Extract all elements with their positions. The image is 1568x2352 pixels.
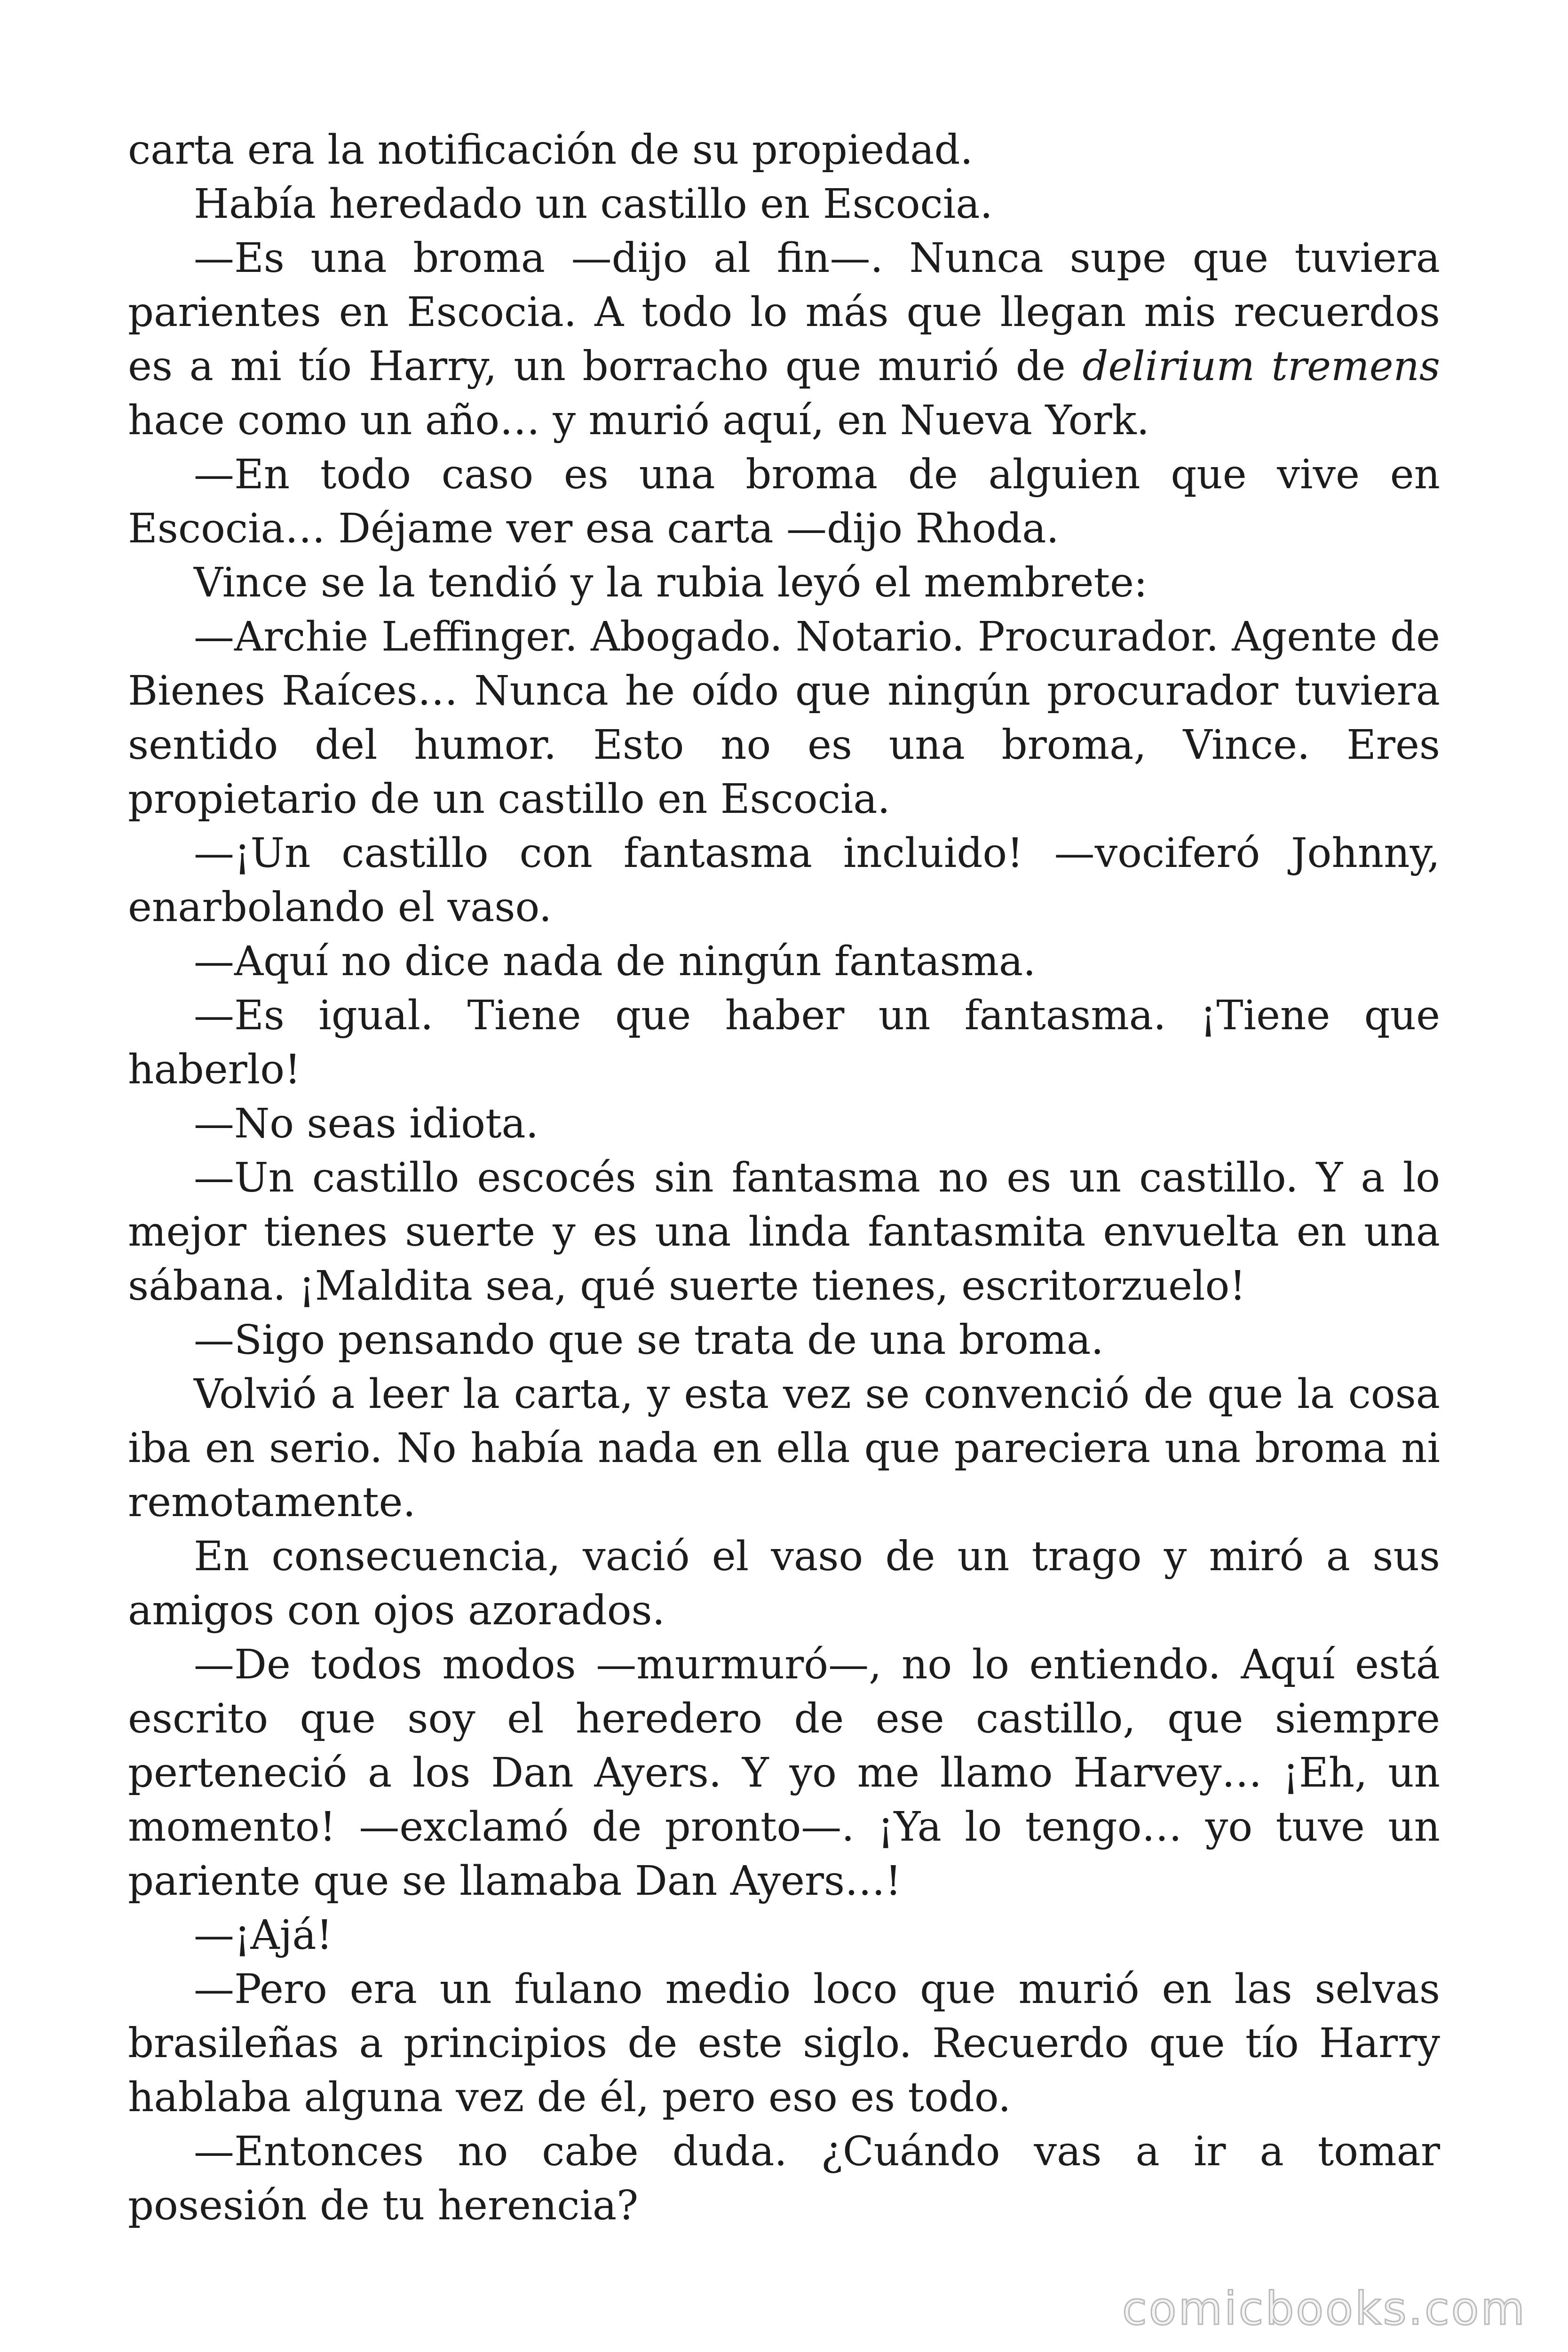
paragraph: [128, 1530, 1440, 1638]
text-segment: —De todos modos —murmuró—, no lo entiendo. Aquí está escrito que soy el heredero de ese castillo, que siempre perteneció a los Dan Ayers. Y yo me llamo Harvey… ¡Eh, un momento! —exclamó de pronto—. ¡Ya lo tengo… yo tuve un pariente que se llamaba Dan Ayers…!: [128, 1641, 1440, 1905]
text-segment: hace como un año… y murió aquí, en Nueva York.: [128, 397, 1150, 444]
watermark: comicbooks.com: [1122, 2282, 1527, 2335]
paragraph: [128, 826, 1440, 935]
text-segment: Volvió a leer la carta, y esta vez se convenció de que la cosa iba en serio. No había nada en ella que pareciera una broma ni remotamente.: [128, 1371, 1440, 1526]
paragraph: [128, 610, 1440, 826]
text-segment: —En todo caso es una broma de alguien que vive en Escocia… Déjame ver esa carta —dijo Rhoda.: [128, 451, 1440, 552]
text-body: [128, 123, 1440, 2233]
paragraph: [128, 556, 1440, 610]
italic-text: delirium tremens: [1082, 343, 1441, 390]
text-segment: —¡Ajá!: [194, 1912, 333, 1959]
paragraph: [128, 2125, 1440, 2233]
text-segment: —Archie Leffinger. Abogado. Notario. Procurador. Agente de Bienes Raíces… Nunca he oído que ningún procurador tuviera sentido del humor. Esto no es una broma, Vince. Eres propietario de un castillo en Escocia.: [128, 613, 1440, 823]
text-segment: —No seas idiota.: [194, 1100, 539, 1147]
paragraph: [128, 1908, 1440, 1963]
text-segment: —Entonces no cabe duda. ¿Cuándo vas a ir a tomar posesión de tu herencia?: [128, 2128, 1440, 2229]
text-segment: Vince se la tendió y la rubia leyó el membrete:: [194, 559, 1148, 606]
paragraph: [128, 1313, 1440, 1367]
paragraph: [128, 448, 1440, 556]
paragraph: [128, 1151, 1440, 1313]
text-segment: Había heredado un castillo en Escocia.: [194, 181, 993, 228]
paragraph: [128, 1367, 1440, 1530]
text-segment: —Sigo pensando que se trata de una broma.: [194, 1317, 1104, 1364]
text-segment: carta era la notificación de su propiedad.: [128, 127, 973, 174]
text-segment: —Aquí no dice nada de ningún fantasma.: [194, 938, 1036, 985]
text-segment: —Pero era un fulano medio loco que murió en las selvas brasileñas a principios de este siglo. Recuerdo que tío Harry hablaba alguna vez de él, pero eso es todo.: [128, 1966, 1440, 2121]
text-segment: —Un castillo escocés sin fantasma no es un castillo. Y a lo mejor tienes suerte y es una linda fantasmita envuelta en una sábana. ¡Maldita sea, qué suerte tienes, escritorzuelo!: [128, 1154, 1440, 1310]
paragraph: [128, 1638, 1440, 1908]
book-page: [128, 123, 1440, 2233]
paragraph: [128, 935, 1440, 989]
paragraph: [128, 231, 1440, 448]
paragraph: [128, 1963, 1440, 2125]
paragraph: [128, 123, 1440, 177]
paragraph: [128, 177, 1440, 231]
text-segment: En consecuencia, vació el vaso de un trago y miró a sus amigos con ojos azorados.: [128, 1533, 1440, 1634]
text-segment: —Es una broma —dijo al fin—. Nunca supe que tuviera parientes en Escocia. A todo lo más que llegan mis recuerdos es a mi tío Harry, un borracho que murió de: [128, 235, 1440, 390]
text-segment: —Es igual. Tiene que haber un fantasma. ¡Tiene que haberlo!: [128, 992, 1440, 1093]
paragraph: [128, 989, 1440, 1097]
text-segment: —¡Un castillo con fantasma incluido! —vociferó Johnny, enarbolando el vaso.: [128, 830, 1440, 931]
paragraph: [128, 1097, 1440, 1151]
